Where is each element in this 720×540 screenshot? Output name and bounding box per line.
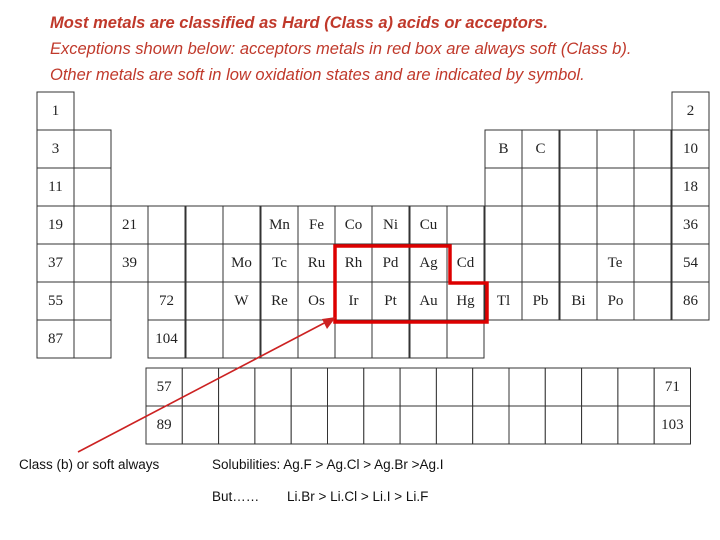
element-cell xyxy=(372,320,409,358)
element-symbol: 72 xyxy=(159,293,174,309)
element-cell xyxy=(597,130,634,168)
element-cell xyxy=(148,244,185,282)
f-block-cell xyxy=(400,406,436,444)
element-cell xyxy=(634,206,671,244)
element-symbol: Cu xyxy=(419,217,438,233)
f-block-cell xyxy=(255,368,291,406)
element-symbol: Pd xyxy=(382,255,399,271)
f-block-cell xyxy=(291,368,327,406)
element-symbol: Ir xyxy=(348,293,359,309)
element-symbol: 21 xyxy=(122,217,137,233)
element-cell xyxy=(560,244,597,282)
element-symbol: Os xyxy=(308,293,325,309)
element-cell xyxy=(522,168,559,206)
element-symbol: Tl xyxy=(496,293,511,309)
f-block-cell xyxy=(582,368,618,406)
element-symbol: 1 xyxy=(51,103,60,119)
element-symbol: B xyxy=(498,141,509,157)
element-symbol: W xyxy=(234,293,249,309)
f-block-cell xyxy=(618,406,654,444)
element-cell xyxy=(597,206,634,244)
element-symbol: 11 xyxy=(48,179,63,195)
element-cell xyxy=(634,130,671,168)
element-cell xyxy=(223,206,260,244)
element-symbol: Mo xyxy=(231,255,252,271)
element-symbol: Pb xyxy=(532,293,549,309)
element-symbol: Mn xyxy=(269,217,290,233)
element-cell xyxy=(223,320,260,358)
f-block-cell xyxy=(582,406,618,444)
element-symbol: Hg xyxy=(456,293,475,309)
f-block-rows xyxy=(146,368,691,444)
element-symbol: Re xyxy=(271,293,288,309)
element-symbol: 39 xyxy=(122,255,137,271)
f-block-cell xyxy=(182,406,218,444)
f-block-cell xyxy=(545,368,581,406)
f-block-number: 103 xyxy=(661,417,684,433)
element-cell xyxy=(522,206,559,244)
f-block-cell xyxy=(436,406,472,444)
element-symbol: Ni xyxy=(383,217,398,233)
f-block-cell xyxy=(509,368,545,406)
element-symbol: Co xyxy=(344,217,363,233)
f-block-cell xyxy=(436,368,472,406)
element-cell xyxy=(560,130,597,168)
lithium-order-caption: Li.Br > Li.Cl > Li.I > Li.F xyxy=(287,489,429,504)
f-block-cell xyxy=(255,406,291,444)
f-block-cell xyxy=(364,368,400,406)
element-cell xyxy=(560,168,597,206)
periodic-table-cells xyxy=(37,92,709,358)
element-symbol: Bi xyxy=(571,293,586,309)
element-cell xyxy=(485,168,522,206)
element-symbol: 87 xyxy=(48,331,63,347)
element-symbol: Fe xyxy=(309,217,324,233)
f-block-cell xyxy=(328,406,364,444)
element-cell xyxy=(186,282,223,320)
f-block-cell xyxy=(291,406,327,444)
exceptions-note: Exceptions shown below: acceptors metals in red box are always soft (Class b). xyxy=(50,40,632,58)
f-block-number: 89 xyxy=(156,417,172,433)
f-block-number: 71 xyxy=(664,379,680,395)
f-block-cell xyxy=(618,368,654,406)
element-cell xyxy=(74,130,111,168)
element-cell xyxy=(634,282,671,320)
element-cell xyxy=(148,206,185,244)
f-block-cell xyxy=(219,406,255,444)
element-cell xyxy=(410,320,447,358)
element-cell xyxy=(447,320,484,358)
f-block-cell xyxy=(509,406,545,444)
element-cell xyxy=(74,282,111,320)
element-cell xyxy=(74,206,111,244)
element-symbol: 10 xyxy=(683,141,698,157)
element-cell xyxy=(634,244,671,282)
slide-title: Most metals are classified as Hard (Class a) acids or acceptors. xyxy=(50,14,548,32)
element-symbol: 54 xyxy=(683,255,698,271)
element-cell xyxy=(74,168,111,206)
f-block-cell xyxy=(328,368,364,406)
f-block-cell xyxy=(545,406,581,444)
element-cell xyxy=(597,168,634,206)
element-cell xyxy=(335,320,372,358)
f-block-number: 57 xyxy=(156,379,172,395)
element-symbol: 36 xyxy=(683,217,698,233)
element-cell xyxy=(74,244,111,282)
element-cell xyxy=(74,320,111,358)
class-b-caption: Class (b) or soft always xyxy=(19,457,160,472)
element-symbol: 3 xyxy=(51,141,60,157)
element-cell xyxy=(634,168,671,206)
element-symbol: Po xyxy=(607,293,624,309)
element-symbol: 2 xyxy=(686,103,695,119)
element-cell xyxy=(560,206,597,244)
f-block-cell xyxy=(400,368,436,406)
element-symbol: 104 xyxy=(155,331,178,347)
oxidation-note: Other metals are soft in low oxidation states and are indicated by symbol. xyxy=(50,66,585,84)
element-symbol: 86 xyxy=(683,293,698,309)
element-symbol: 55 xyxy=(48,293,63,309)
element-symbol: Au xyxy=(419,293,438,309)
f-block-cell xyxy=(364,406,400,444)
element-symbol: Ag xyxy=(419,255,438,271)
element-cell xyxy=(186,244,223,282)
solubilities-caption: Solubilities: Ag.F > Ag.Cl > Ag.Br >Ag.I xyxy=(212,457,444,472)
element-cell xyxy=(447,206,484,244)
element-cell xyxy=(485,206,522,244)
element-cell xyxy=(186,206,223,244)
element-cell xyxy=(485,244,522,282)
element-cell xyxy=(186,320,223,358)
element-symbol: Pt xyxy=(384,293,397,309)
element-symbol: Tc xyxy=(272,255,287,271)
element-cell xyxy=(522,244,559,282)
element-symbol: Ru xyxy=(307,255,326,271)
element-symbol: Rh xyxy=(344,255,363,271)
element-symbol: Cd xyxy=(456,255,475,271)
but-label: But…… xyxy=(212,489,260,504)
f-block-cell xyxy=(219,368,255,406)
f-block-cell xyxy=(473,406,509,444)
element-symbol: C xyxy=(535,141,546,157)
element-symbol: 37 xyxy=(48,255,63,271)
element-symbol: 19 xyxy=(48,217,63,233)
element-symbol: 18 xyxy=(683,179,698,195)
f-block-cell xyxy=(473,368,509,406)
element-symbol: Te xyxy=(607,255,623,271)
